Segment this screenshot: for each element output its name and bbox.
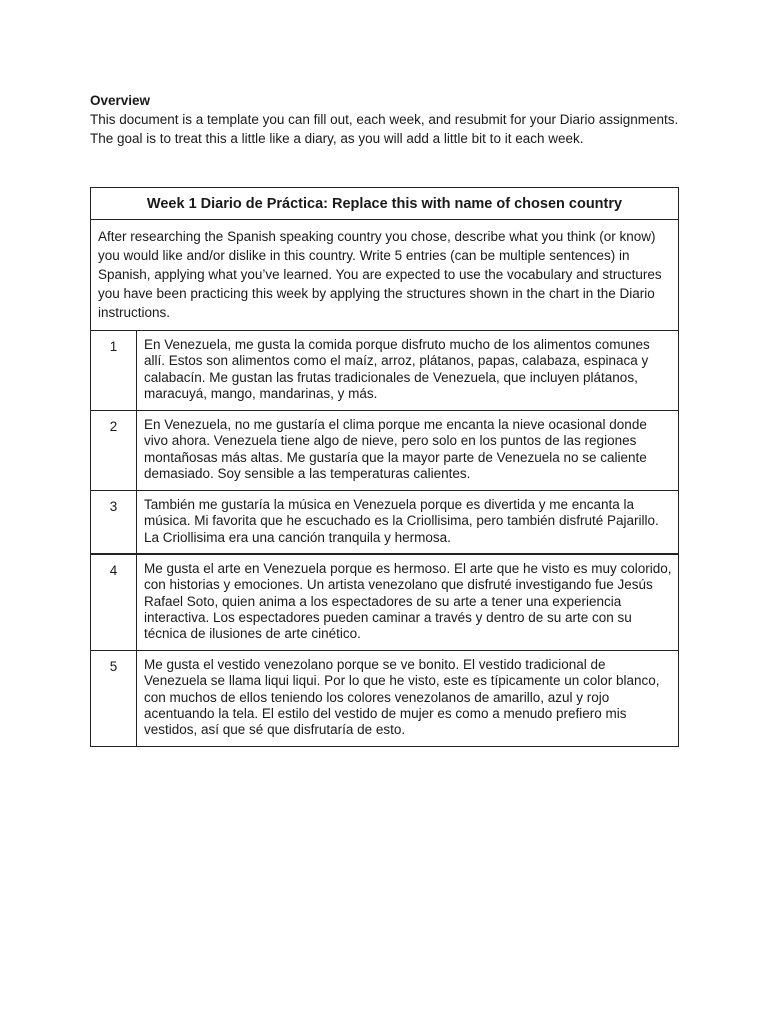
entry-text: Me gusta el vestido venezolano porque se ve bonito. El vestido tradicional de Venezuela se llama liqui liqui. Por lo que he visto, este es típicamente un color blanco, con muchos de ellos teniendo los colores venezolanos de amarillo, azul y rojo acentuando la tela. El estilo del vestido de mujer es como a menudo prefiero mis vestidos, así que sé que disfrutaría de esto. bbox=[137, 651, 679, 747]
overview-section bbox=[90, 92, 680, 148]
table-row bbox=[91, 331, 679, 411]
overview-body: This document is a template you can fill out, each week, and resubmit for your Diario assignments. The goal is to treat this a little like a diary, as you will add a little bit to it each week. bbox=[90, 112, 679, 146]
table-title: Week 1 Diario de Práctica: Replace this with name of chosen country bbox=[91, 188, 679, 220]
entry-number: 5 bbox=[91, 651, 137, 747]
entry-number: 3 bbox=[91, 491, 137, 555]
entry-text: En Venezuela, no me gustaría el clima porque me encanta la nieve ocasional donde vivo ahora. Venezuela tiene algo de nieve, pero solo en los puntos de las regiones montañosas más altas. Me gustaría que la mayor parte de Venezuela no se caliente demasiado. Soy sensible a las temperaturas calientes. bbox=[137, 411, 679, 491]
entry-text: En Venezuela, me gusta la comida porque disfruto mucho de los alimentos comunes allí. Estos son alimentos como el maíz, arroz, plátanos, papas, calabaza, espinaca y calabacín. Me gustan las frutas tradicionales de Venezuela, que incluyen plátanos, maracuyá, mango, mandarinas, y más. bbox=[137, 331, 679, 411]
table-row bbox=[91, 411, 679, 491]
entry-text: También me gustaría la música en Venezuela porque es divertida y me encanta la música. Mi favorita que he escuchado es la Criollisima, pero también disfruté Pajarillo. La Criollisima era una canción tranquila y hermosa. bbox=[137, 491, 679, 555]
table-instructions: After researching the Spanish speaking country you chose, describe what you think (or know) you would like and/or dislike in this country. Write 5 entries (can be multiple sentences) in Spanish, applying what you’ve learned. You are expected to use the vocabulary and structures you have been practicing this week by applying the structures shown in the chart in the Diario instructions. bbox=[91, 220, 679, 331]
diario-table bbox=[90, 187, 679, 747]
entry-number: 4 bbox=[91, 554, 137, 651]
entry-number: 2 bbox=[91, 411, 137, 491]
overview-heading: Overview bbox=[90, 93, 151, 108]
table-row bbox=[91, 554, 679, 651]
table-row bbox=[91, 491, 679, 555]
entry-number: 1 bbox=[91, 331, 137, 411]
table-row bbox=[91, 651, 679, 747]
entry-text: Me gusta el arte en Venezuela porque es hermoso. El arte que he visto es muy colorido, con historias y emociones. Un artista venezolano que disfruté investigando fue Jesús Rafael Soto, quien anima a los espectadores de su arte a tener una experiencia interactiva. Los espectadores pueden caminar a través y dentro de su arte con su técnica de ilusiones de arte cinético. bbox=[137, 554, 679, 651]
